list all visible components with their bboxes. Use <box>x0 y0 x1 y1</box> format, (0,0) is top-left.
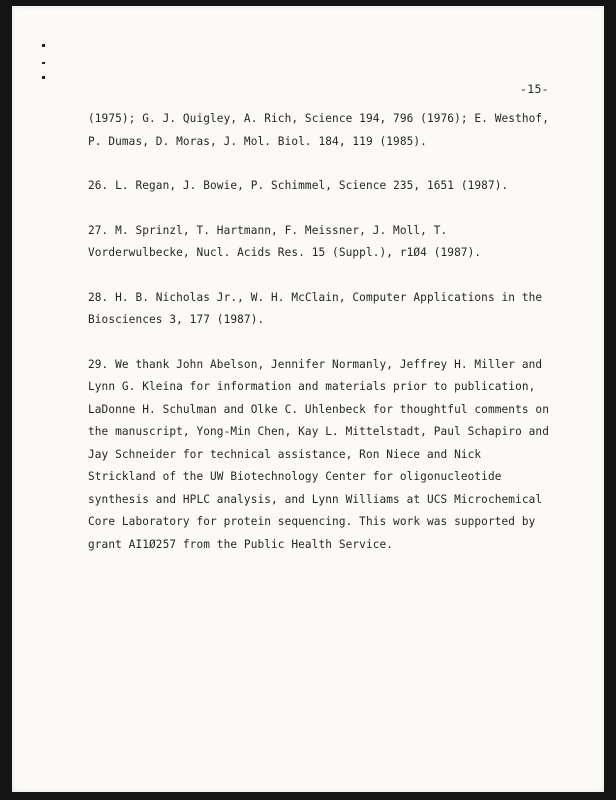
page-number: -15- <box>520 82 549 96</box>
reference-line: grant AI1Ø257 from the Public Health Service. <box>88 537 394 551</box>
reference-line: Jay Schneider for technical assistance, Ron Niece and Nick <box>88 447 482 461</box>
margin-mark <box>42 44 45 47</box>
reference-line: Core Laboratory for protein sequencing. This work was supported by <box>88 515 536 528</box>
reference-29-acknowledgements <box>88 354 588 557</box>
reference-line: the manuscript, Yong-Min Chen, Kay L. Mittelstadt, Paul Schapiro and <box>88 425 549 438</box>
reference-line: Vorderwulbecke, Nucl. Acids Res. 15 (Suppl.), r1Ø4 (1987). <box>88 246 482 259</box>
reference-line: 26. L. Regan, J. Bowie, P. Schimmel, Science 235, 1651 (1987). <box>88 179 509 192</box>
reference-line: (1975); G. J. Quigley, A. Rich, Science 194, 796 (1976); E. Westhof, <box>88 112 549 125</box>
reference-line: synthesis and HPLC analysis, and Lynn Williams at UCS Microchemical <box>88 492 543 506</box>
reference-line: Biosciences 3, 177 (1987). <box>88 313 265 326</box>
reference-line: Lynn G. Kleina for information and materials prior to publication, <box>88 380 536 393</box>
reference-line: 27. M. Sprinzl, T. Hartmann, F. Meissner, J. Moll, T. <box>88 223 448 237</box>
margin-mark <box>42 62 45 64</box>
reference-26 <box>88 175 588 198</box>
reference-28 <box>88 287 588 332</box>
reference-line: LaDonne H. Schulman and Olke C. Uhlenbeck for thoughtful comments on <box>88 402 549 416</box>
reference-line: 29. We thank John Abelson, Jennifer Normanly, Jeffrey H. Miller and <box>88 357 543 371</box>
margin-mark <box>42 76 45 79</box>
reference-line: Strickland of the UW Biotechnology Center for oligonucleotide <box>88 470 502 483</box>
reference-27 <box>88 220 588 265</box>
reference-list <box>88 108 588 556</box>
document-page <box>12 6 604 792</box>
reference-line: P. Dumas, D. Moras, J. Mol. Biol. 184, 119 (1985). <box>88 134 427 148</box>
reference-25-continued <box>88 108 588 153</box>
reference-line: 28. H. B. Nicholas Jr., W. H. McClain, Computer Applications in the <box>88 290 543 304</box>
